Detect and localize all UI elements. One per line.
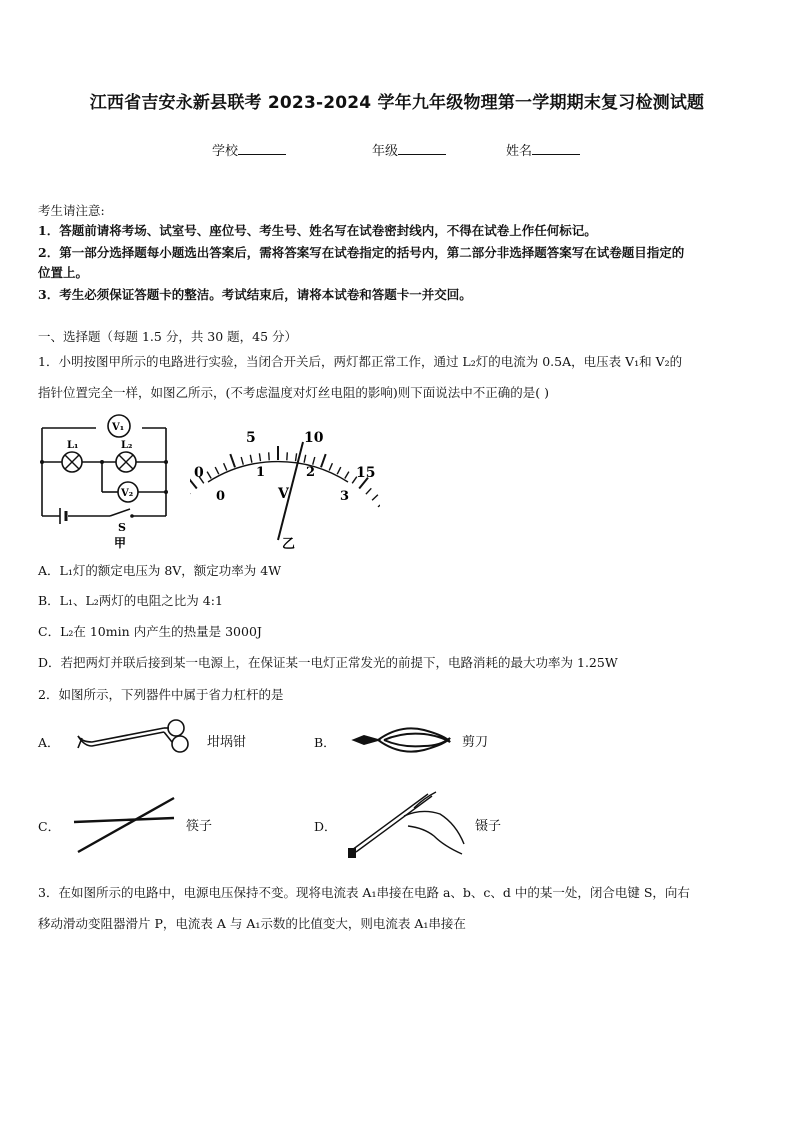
q2-option-d-letter[interactable]: D． [314, 819, 337, 834]
notice-heading: 考生请注意: [38, 203, 105, 218]
dial-tick [329, 463, 332, 470]
dial-bottom-label: 0 [216, 489, 226, 504]
dial-tick [287, 452, 288, 460]
q1-option-a[interactable]: A．L₁灯的额定电压为 8V，额定功率为 4W [38, 563, 282, 578]
dial-tick [207, 472, 211, 479]
dial-tick [250, 455, 252, 463]
question-3-stem: 3．在如图所示的电路中，电源电压保持不变。现将电流表 A₁串接在电路 a、b、c、d 中的某一处，闭合电键 S，向右 [38, 885, 690, 900]
q2-option-a-label: 坩埚钳 [207, 735, 247, 750]
voltmeter-dial [190, 420, 380, 552]
dial-unit-label: V [278, 486, 289, 502]
q1-option-b[interactable]: B．L₁、L₂两灯的电阻之比为 4:1 [38, 593, 223, 608]
circuit-diagram [38, 412, 178, 552]
scissors-icon [350, 722, 460, 758]
dial-top-label: 15 [356, 465, 376, 481]
dial-bottom-label: 2 [306, 465, 316, 480]
v2-label: V₂ [121, 488, 134, 499]
figure-caption-yi: 乙 [282, 537, 296, 552]
dial-tick [224, 463, 227, 470]
grade-label: 年级 [372, 144, 399, 159]
school-label: 学校 [212, 144, 239, 159]
school-field[interactable] [212, 140, 286, 159]
q2-option-c-letter[interactable]: C． [38, 819, 61, 834]
dial-bottom-label: 3 [340, 489, 350, 504]
l2-label: L₂ [121, 440, 133, 451]
dial-tick [372, 495, 378, 501]
dial-tick [337, 467, 341, 474]
question-2-stem: 2．如图所示，下列器件中属于省力杠杆的是 [38, 687, 284, 702]
name-blank[interactable] [532, 142, 580, 155]
section-heading: 一、选择题（每题 1.5 分，共 30 题，45 分） [38, 329, 298, 344]
dial-tick [269, 452, 270, 460]
q2-option-a-letter[interactable]: A． [38, 735, 60, 750]
tweezers-icon [344, 784, 470, 862]
notice-item: 位置上。 [38, 265, 89, 280]
notice-item: 2．第一部分选择题每小题选出答案后，需将答案写在试卷指定的括号内，第二部分非选择题答案写在试卷题目指定的 [38, 245, 685, 260]
dial-top-label: 0 [194, 465, 204, 481]
switch-icon [130, 514, 134, 518]
dial-tick [313, 457, 315, 465]
q1-option-c[interactable]: C．L₂在 10min 内产生的热量是 3000J [38, 624, 262, 639]
lamp-l2-icon [116, 452, 136, 472]
grade-field[interactable] [372, 140, 446, 159]
crucible-tongs-icon [74, 716, 204, 756]
q2-option-b-letter[interactable]: B． [314, 735, 336, 750]
dial-bottom-label: 1 [256, 465, 266, 480]
question-3-stem-cont: 移动滑动变阻器滑片 P，电流表 A 与 A₁示数的比值变大，则电流表 A₁串接在 [38, 916, 466, 931]
question-1-stem-cont: 指针位置完全一样，如图乙所示，(不考虑温度对灯丝电阻的影响)则下面说法中不正确的是( ) [38, 385, 549, 400]
chopsticks-icon [70, 794, 180, 856]
dial-tick [215, 467, 219, 474]
dial-top-label: 5 [246, 430, 256, 446]
v1-label: V₁ [112, 422, 125, 433]
dial-top-label: 10 [304, 430, 324, 446]
dial-tick [366, 488, 371, 494]
question-1-stem: 1．小明按图甲所示的电路进行实验，当闭合开关后，两灯都正常工作，通过 L₂灯的电流为 0.5A，电压表 V₁和 V₂的 [38, 354, 683, 369]
notice-item: 3．考生必须保证答题卡的整洁。考试结束后，请将本试卷和答题卡一并交回。 [38, 287, 472, 302]
lamp-l1-icon [62, 452, 82, 472]
dial-tick [304, 455, 306, 463]
dial-tick [296, 453, 297, 461]
q2-option-d-label: 镊子 [475, 819, 502, 834]
dial-tick [230, 454, 235, 467]
page-title: 江西省吉安永新县联考 2023-2024 学年九年级物理第一学期期末复习检测试题 [89, 93, 705, 113]
dial-tick [259, 453, 260, 461]
school-blank[interactable] [238, 142, 286, 155]
q2-option-c-label: 筷子 [186, 819, 213, 834]
dial-tick [241, 457, 243, 465]
name-field[interactable] [506, 140, 580, 159]
dial-tick [321, 454, 326, 467]
notice-item: 1．答题前请将考场、试室号、座位号、考生号、姓名写在试卷密封线内，不得在试卷上作任何标记。 [38, 223, 597, 238]
name-label: 姓名 [506, 144, 533, 159]
grade-blank[interactable] [398, 142, 446, 155]
dial-tick [378, 502, 380, 507]
switch-label: S [118, 521, 126, 534]
figure-caption-jia: 甲 [114, 536, 127, 550]
battery-icon [60, 508, 66, 524]
q2-option-b-label: 剪刀 [462, 735, 489, 750]
q1-option-d[interactable]: D．若把两灯并联后接到某一电源上，在保证某一电灯正常发光的前提下，电路消耗的最大功率为 1.25W [38, 655, 618, 670]
l1-label: L₁ [67, 440, 79, 451]
dial-tick [345, 472, 349, 479]
